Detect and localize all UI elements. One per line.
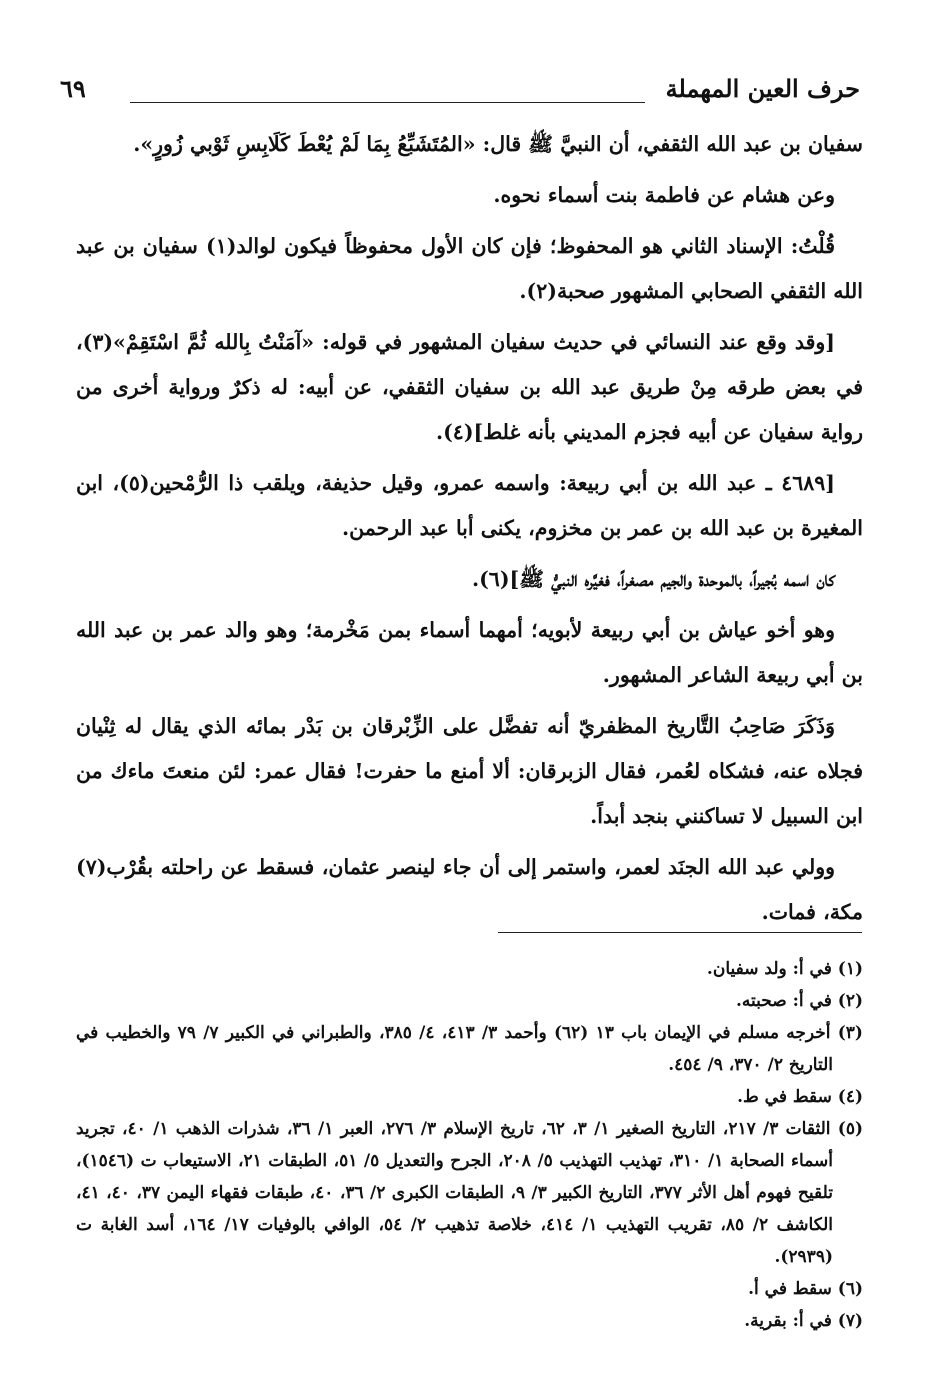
header-rule [130, 102, 645, 103]
footnote: (٣) أخرجه مسلم في الإيمان باب ١٣ (٦٢) وأحمد ٣/ ٤١٣، ٤/ ٣٨٥، والطبراني في الكبير ٧/ ٧٩ والخطيب في التاريخ ٢/ ٣٧٠، ٩/ ٤٥٤. [76, 1023, 863, 1075]
footnote: (١) في أ: ولد سفيان. [706, 959, 863, 979]
footnote-divider [498, 932, 862, 933]
entry-heading-paragraph: [٤٦٨٩ ـ عبد الله بن أبي ربيعة: واسمه عمرو، وقيل حذيفة، ويلقب ذا الرُّمْحين(٥)، ابن المغيرة بن عبد الله بن عمر بن مخزوم، يكنى أبا عبد الرحمن. [76, 471, 863, 540]
chapter-title: حرف العين المهملة [665, 74, 860, 103]
paragraph: وَذَكَرَ صَاحِبُ التَّاريخ المظفريّ أنه تفضَّل على الزِّبْرقان بن بَدْر بمائه الذي يقال له ثِنْيان فجلاه عنه، فشكاه لعُمر، فقال الزبرقان: ألا أمنع ما حفرت! فقال عمر: لئن منعتَ ماءك من ابن السبيل لا تساكنني بنجد أبداً. [76, 714, 863, 828]
footnote: (٥) الثقات ٣/ ٢١٧، التاريخ الصغير ١/ ٣، ٦٢، تاريخ الإسلام ٣/ ٢٧٦، العبر ١/ ٣٦، شذرات الذهب ١/ ٤٠، تجريد أسماء الصحابة ١/ ٣١٠، تهذيب التهذيب ٥/ ٢٠٨، الجرح والتعديل ٥/ ٥١، الطبقات ٢١، الاستيعاب ت (١٥٤٦)، تلقيح فهوم أهل الأثر ٣٧٧، التاريخ الكبير ٣/ ٩، الطبقات الكبرى ٢/ ٣٦، ٤٠، طبقات فقهاء اليمن ٣٧، ٤٠، ٤١، الكاشف ٢/ ٨٥، تقريب التهذيب ١/ ٤١٤، خلاصة تذهيب ٢/ ٥٤، الوافي بالوفيات ١٧/ ١٦٤، أسد الغابة ت (٢٩٣٩). [76, 1119, 864, 1267]
paragraph: وولي عبد الله الجنَد لعمر، واستمر إلى أن جاء لينصر عثمان، فسقط عن راحلته بقُرْب(٧) مكة، فمات. [76, 855, 863, 924]
paragraph: كان اسمه بُجيراً، بالموحدة والجيم مصغراً، فغيَّره النبيُّ ﷺ](٦). [471, 567, 835, 591]
footnote: (٦) سقط في أ. [748, 1279, 863, 1299]
main-text [76, 122, 863, 935]
paragraph: [وقد وقع عند النسائي في حديث سفيان المشهور في قوله: «آمَنْتُ بِالله ثُمَّ اسْتَقِمْ»(٣)، في بعض طرقه مِنْ طريق عبد الله بن سفيان الثقفي، عن أبيه: له ذكرٌ ورواية أخرى من رواية سفيان عن أبيه فجزم المديني بأنه غلط](٤). [76, 330, 863, 444]
footnotes [76, 953, 863, 1337]
footnote: (٧) في أ: بقرية. [744, 1311, 863, 1331]
paragraph: وهو أخو عياش بن أبي ربيعة لأبويه؛ أمهما أسماء بمن مَخْرمة؛ وهو والد عمر بن عبد الله بن أبي ربيعة الشاعر المشهور. [76, 618, 863, 687]
paragraph: وعن هشام عن فاطمة بنت أسماء نحوه. [493, 183, 835, 207]
paragraph: سفيان بن عبد الله الثقفي، أن النبيَّ ﷺ قال: «المُتَشَبِّعُ بِمَا لَمْ يُعْطَ كَلَابِسِ ثَوْبي زُورٍ». [133, 132, 863, 156]
paragraph: قُلْتُ: الإسناد الثاني هو المحفوظ؛ فإن كان الأول محفوظاً فيكون لوالد(١) سفيان بن عبد الله الثقفي الصحابي المشهور صحبة(٢). [76, 234, 863, 303]
footnote: (٢) في أ: صحبته. [736, 991, 863, 1011]
footnote: (٤) سقط في ط. [737, 1087, 863, 1107]
page-number: ٦٩ [60, 74, 86, 103]
running-header [60, 74, 860, 114]
